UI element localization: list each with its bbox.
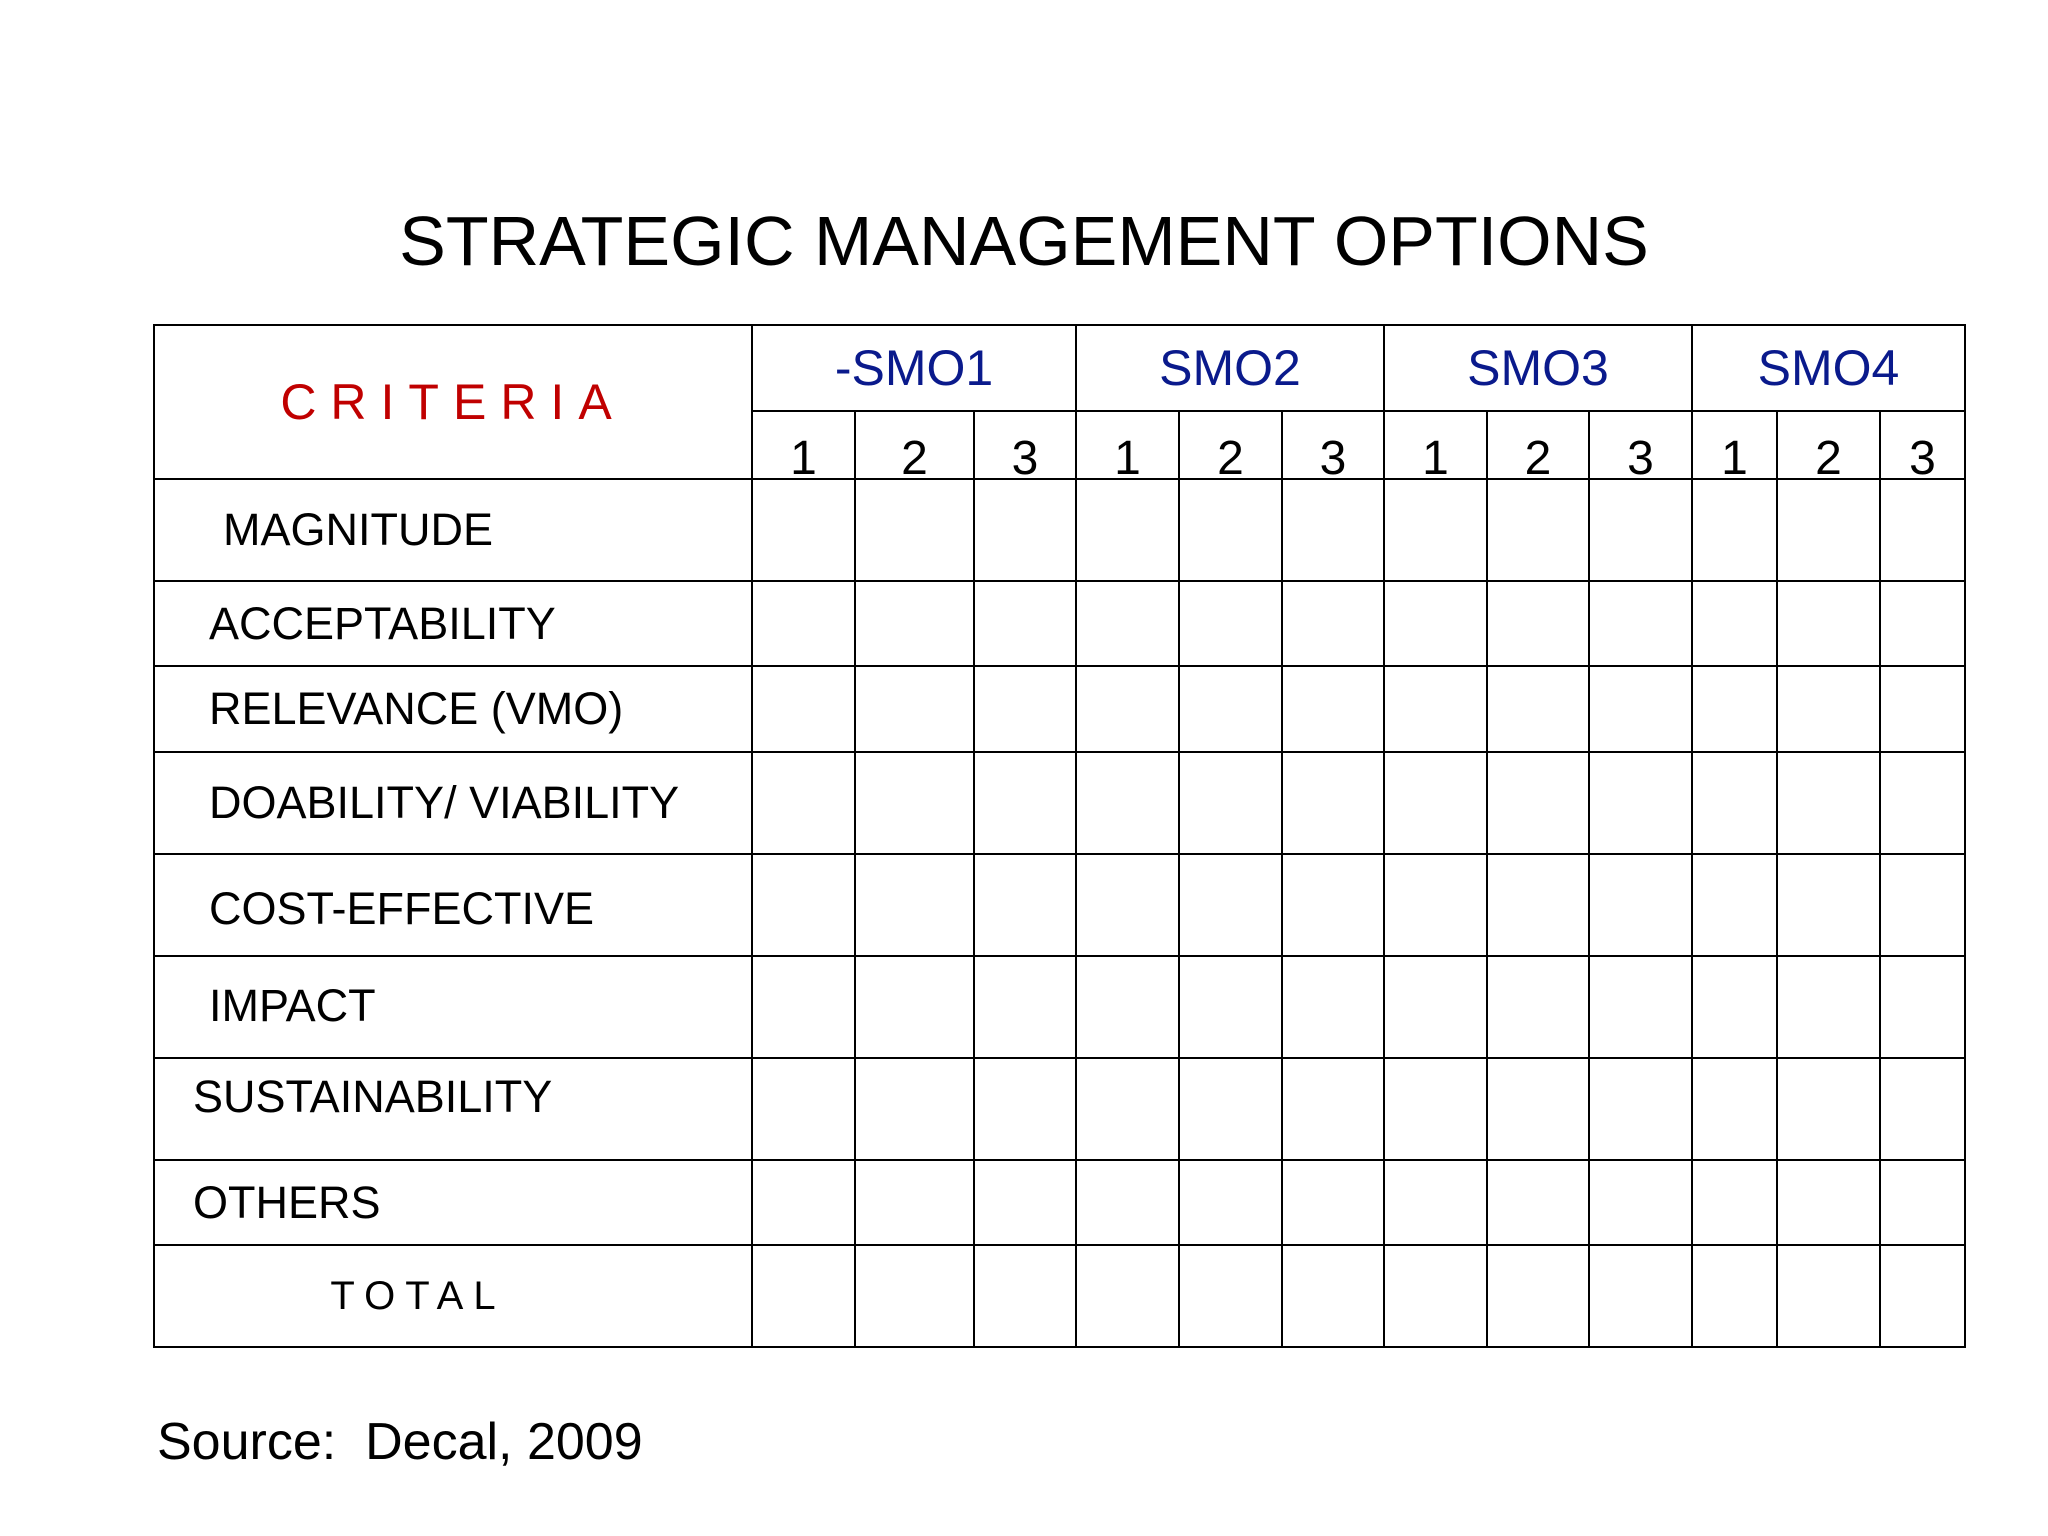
score-cell[interactable]: [1179, 666, 1282, 752]
score-cell[interactable]: [1384, 956, 1487, 1058]
score-cell[interactable]: [752, 1160, 855, 1245]
score-cell[interactable]: [1692, 666, 1777, 752]
score-cell[interactable]: [855, 479, 974, 581]
criteria-label: IMPACT: [154, 956, 752, 1058]
score-cell[interactable]: [855, 1160, 974, 1245]
rank-number: 2: [855, 411, 974, 479]
criteria-label: ACCEPTABILITY: [154, 581, 752, 666]
criteria-header: CRITERIA: [154, 325, 752, 479]
score-cell[interactable]: [1487, 666, 1589, 752]
score-cell[interactable]: [1384, 854, 1487, 956]
score-cell[interactable]: [1487, 752, 1589, 854]
score-cell[interactable]: [1692, 1160, 1777, 1245]
score-cell[interactable]: [1487, 854, 1589, 956]
rank-number: 3: [1880, 411, 1965, 479]
criteria-label: MAGNITUDE: [154, 479, 752, 581]
rank-number: 1: [1076, 411, 1179, 479]
score-cell[interactable]: [974, 479, 1076, 581]
score-cell[interactable]: [1692, 752, 1777, 854]
score-cell[interactable]: [1487, 1245, 1589, 1347]
criteria-label: OTHERS: [154, 1160, 752, 1245]
score-cell[interactable]: [855, 1245, 974, 1347]
score-cell[interactable]: [1179, 1160, 1282, 1245]
criteria-label: DOABILITY/ VIABILITY: [154, 752, 752, 854]
rank-number: 2: [1487, 411, 1589, 479]
option-header-smo3: SMO3: [1384, 325, 1692, 411]
score-cell[interactable]: [1777, 479, 1880, 581]
score-cell[interactable]: [974, 581, 1076, 666]
option-header-row: [154, 325, 1965, 411]
score-cell[interactable]: [1076, 1058, 1179, 1160]
score-cell[interactable]: [1282, 581, 1384, 666]
criteria-label: SUSTAINABILITY: [154, 1058, 752, 1160]
score-cell[interactable]: [1384, 1058, 1487, 1160]
score-cell[interactable]: [1692, 479, 1777, 581]
score-cell[interactable]: [1076, 479, 1179, 581]
score-cell[interactable]: [974, 1160, 1076, 1245]
score-cell[interactable]: [1282, 1245, 1384, 1347]
rank-number: 2: [1179, 411, 1282, 479]
score-cell[interactable]: [974, 854, 1076, 956]
score-cell[interactable]: [1282, 752, 1384, 854]
score-cell[interactable]: [1487, 1058, 1589, 1160]
score-cell[interactable]: [1777, 1058, 1880, 1160]
score-cell[interactable]: [1076, 1160, 1179, 1245]
score-cell[interactable]: [1777, 854, 1880, 956]
score-cell[interactable]: [1282, 854, 1384, 956]
score-cell[interactable]: [1384, 666, 1487, 752]
slide-title: [0, 198, 2048, 284]
source-citation: Source: Decal, 2009: [157, 1413, 643, 1471]
score-cell[interactable]: [1880, 479, 1965, 581]
score-cell[interactable]: [1589, 666, 1692, 752]
score-cell[interactable]: [1076, 666, 1179, 752]
score-cell[interactable]: [752, 1058, 855, 1160]
score-cell[interactable]: [1589, 1058, 1692, 1160]
score-cell[interactable]: [1179, 854, 1282, 956]
score-cell[interactable]: [1384, 581, 1487, 666]
score-cell[interactable]: [1589, 479, 1692, 581]
score-cell[interactable]: [1880, 1160, 1965, 1245]
score-cell[interactable]: [855, 956, 974, 1058]
criteria-label: RELEVANCE (VMO): [154, 666, 752, 752]
option-header-smo2: SMO2: [1076, 325, 1384, 411]
score-cell[interactable]: [1282, 1058, 1384, 1160]
slide-title-text: STRATEGIC MANAGEMENT OPTIONS: [399, 202, 1649, 280]
rank-number: 1: [752, 411, 855, 479]
score-cell[interactable]: [752, 854, 855, 956]
score-cell[interactable]: [1589, 854, 1692, 956]
score-cell[interactable]: [1076, 1245, 1179, 1347]
score-cell[interactable]: [1384, 752, 1487, 854]
score-cell[interactable]: [855, 666, 974, 752]
criteria-label: COST-EFFECTIVE: [154, 854, 752, 956]
criteria-row: [154, 752, 1965, 854]
score-cell[interactable]: [1777, 666, 1880, 752]
rank-number: 1: [1692, 411, 1777, 479]
score-cell[interactable]: [1384, 1245, 1487, 1347]
score-cell[interactable]: [1076, 581, 1179, 666]
score-cell[interactable]: [1880, 1245, 1965, 1347]
score-cell[interactable]: [1076, 752, 1179, 854]
score-cell[interactable]: [855, 581, 974, 666]
score-cell[interactable]: [1487, 479, 1589, 581]
score-cell[interactable]: [1880, 956, 1965, 1058]
total-row: [154, 1245, 1965, 1347]
score-cell[interactable]: [1384, 479, 1487, 581]
criteria-row: [154, 479, 1965, 581]
score-cell[interactable]: [1692, 581, 1777, 666]
score-cell[interactable]: [1179, 752, 1282, 854]
score-cell[interactable]: [1880, 666, 1965, 752]
score-cell[interactable]: [1880, 581, 1965, 666]
criteria-row: [154, 854, 1965, 956]
criteria-row: [154, 1160, 1965, 1245]
rank-number: 2: [1777, 411, 1880, 479]
score-cell[interactable]: [752, 752, 855, 854]
score-cell[interactable]: [1777, 1160, 1880, 1245]
rank-number: 3: [1589, 411, 1692, 479]
criteria-row: [154, 1058, 1965, 1160]
score-cell[interactable]: [752, 666, 855, 752]
criteria-row: [154, 581, 1965, 666]
score-cell[interactable]: [1777, 956, 1880, 1058]
score-cell[interactable]: [1076, 956, 1179, 1058]
score-cell[interactable]: [752, 581, 855, 666]
score-cell[interactable]: [1384, 1160, 1487, 1245]
score-cell[interactable]: [1692, 956, 1777, 1058]
rank-number: 1: [1384, 411, 1487, 479]
evaluation-matrix: [153, 324, 1966, 1348]
criteria-row: [154, 666, 1965, 752]
score-cell[interactable]: [752, 1245, 855, 1347]
score-cell[interactable]: [1179, 1058, 1282, 1160]
score-cell[interactable]: [1589, 1245, 1692, 1347]
score-cell[interactable]: [1589, 752, 1692, 854]
score-cell[interactable]: [1179, 956, 1282, 1058]
score-cell[interactable]: [1777, 1245, 1880, 1347]
score-cell[interactable]: [855, 752, 974, 854]
total-label: TOTAL: [154, 1245, 752, 1347]
score-cell[interactable]: [1880, 854, 1965, 956]
score-cell[interactable]: [1880, 1058, 1965, 1160]
score-cell[interactable]: [974, 956, 1076, 1058]
score-cell[interactable]: [1589, 581, 1692, 666]
score-cell[interactable]: [855, 1058, 974, 1160]
score-cell[interactable]: [1692, 1058, 1777, 1160]
score-cell[interactable]: [974, 752, 1076, 854]
score-cell[interactable]: [1487, 1160, 1589, 1245]
score-cell[interactable]: [1282, 479, 1384, 581]
score-cell[interactable]: [1692, 1245, 1777, 1347]
score-cell[interactable]: [752, 479, 855, 581]
score-cell[interactable]: [1179, 1245, 1282, 1347]
rank-number: 3: [974, 411, 1076, 479]
score-cell[interactable]: [1589, 1160, 1692, 1245]
criteria-row: [154, 956, 1965, 1058]
score-cell[interactable]: [1880, 752, 1965, 854]
score-cell[interactable]: [752, 956, 855, 1058]
score-cell[interactable]: [1282, 1160, 1384, 1245]
score-cell[interactable]: [1487, 581, 1589, 666]
score-cell[interactable]: [1282, 956, 1384, 1058]
score-cell[interactable]: [1179, 479, 1282, 581]
score-cell[interactable]: [1777, 581, 1880, 666]
option-header-smo1: -SMO1: [752, 325, 1076, 411]
score-cell[interactable]: [1179, 581, 1282, 666]
score-cell[interactable]: [1777, 752, 1880, 854]
option-header-smo4: SMO4: [1692, 325, 1965, 411]
score-cell[interactable]: [1589, 956, 1692, 1058]
score-cell[interactable]: [1692, 854, 1777, 956]
score-cell[interactable]: [1282, 666, 1384, 752]
score-cell[interactable]: [974, 666, 1076, 752]
score-cell[interactable]: [1076, 854, 1179, 956]
score-cell[interactable]: [974, 1245, 1076, 1347]
score-cell[interactable]: [1487, 956, 1589, 1058]
rank-number: 3: [1282, 411, 1384, 479]
score-cell[interactable]: [974, 1058, 1076, 1160]
score-cell[interactable]: [855, 854, 974, 956]
